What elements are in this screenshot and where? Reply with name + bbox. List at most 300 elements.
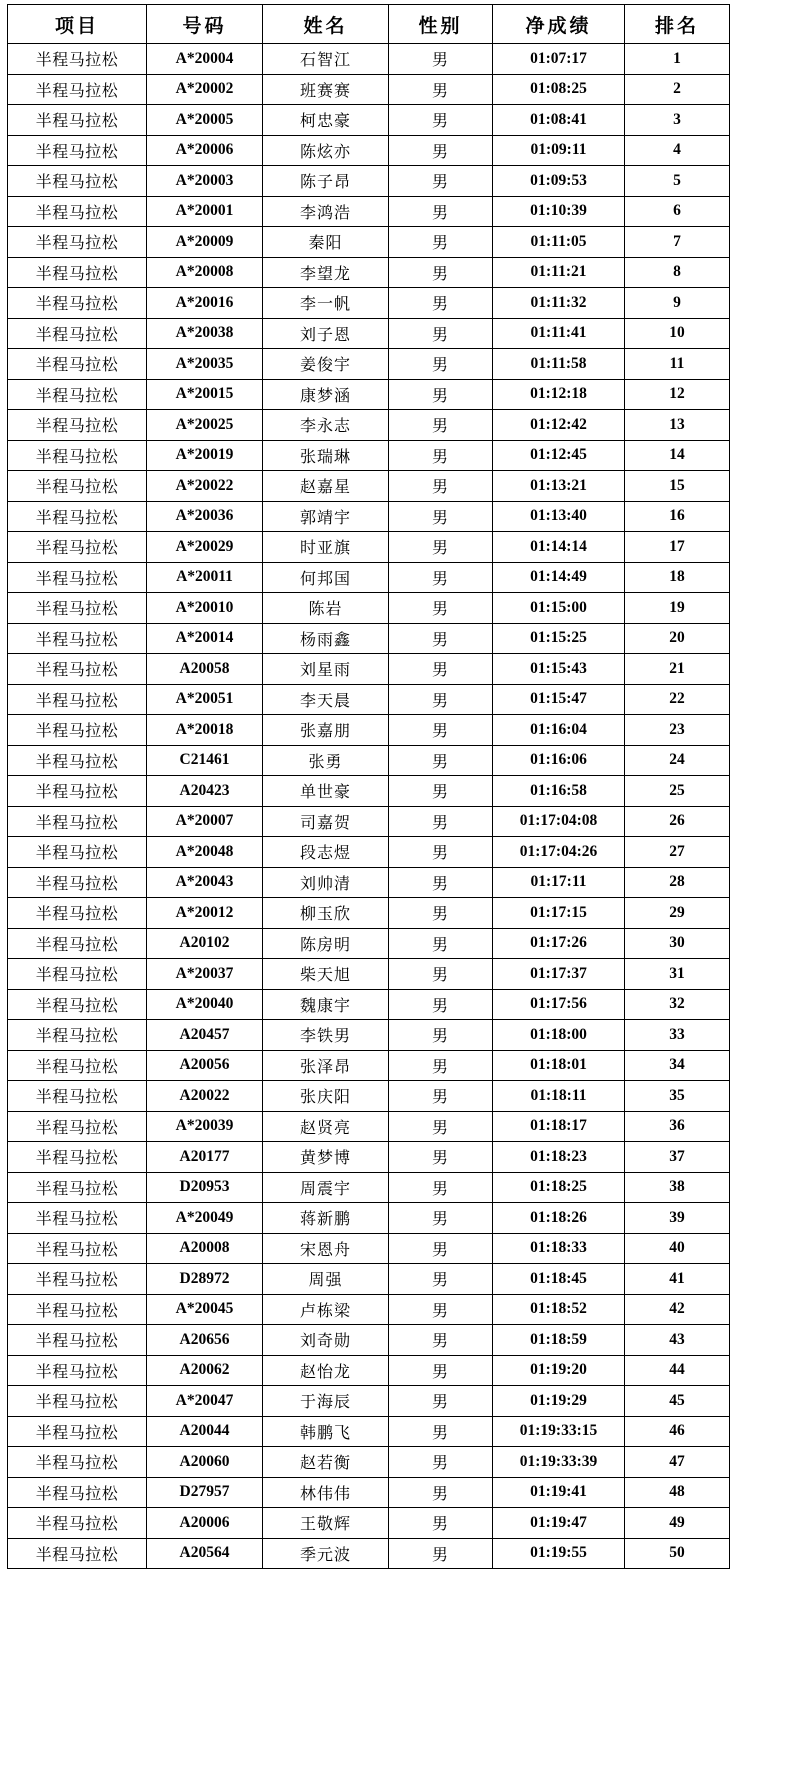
- cell-bib: C21461: [147, 745, 263, 776]
- cell-name: 周强: [263, 1264, 389, 1295]
- cell-name: 周震宇: [263, 1172, 389, 1203]
- cell-event: 半程马拉松: [8, 318, 147, 349]
- cell-bib: A*20011: [147, 562, 263, 593]
- cell-event: 半程马拉松: [8, 593, 147, 624]
- cell-bib: A20177: [147, 1142, 263, 1173]
- cell-time: 01:14:14: [493, 532, 625, 563]
- table-row: [8, 654, 730, 685]
- cell-gender: 男: [389, 867, 493, 898]
- cell-time: 01:11:21: [493, 257, 625, 288]
- cell-event: 半程马拉松: [8, 684, 147, 715]
- cell-event: 半程马拉松: [8, 1325, 147, 1356]
- cell-time: 01:18:59: [493, 1325, 625, 1356]
- cell-event: 半程马拉松: [8, 105, 147, 136]
- cell-event: 半程马拉松: [8, 1172, 147, 1203]
- cell-time: 01:16:58: [493, 776, 625, 807]
- cell-gender: 男: [389, 1233, 493, 1264]
- cell-rank: 3: [625, 105, 730, 136]
- cell-gender: 男: [389, 1508, 493, 1539]
- table-row: [8, 989, 730, 1020]
- cell-rank: 46: [625, 1416, 730, 1447]
- cell-event: 半程马拉松: [8, 1386, 147, 1417]
- cell-name: 刘帅清: [263, 867, 389, 898]
- cell-event: 半程马拉松: [8, 989, 147, 1020]
- cell-rank: 41: [625, 1264, 730, 1295]
- cell-gender: 男: [389, 776, 493, 807]
- cell-bib: A*20019: [147, 440, 263, 471]
- cell-gender: 男: [389, 135, 493, 166]
- cell-rank: 50: [625, 1538, 730, 1569]
- cell-rank: 20: [625, 623, 730, 654]
- cell-gender: 男: [389, 1203, 493, 1234]
- cell-time: 01:15:00: [493, 593, 625, 624]
- table-row: [8, 74, 730, 105]
- cell-rank: 31: [625, 959, 730, 990]
- cell-gender: 男: [389, 806, 493, 837]
- cell-bib: A20006: [147, 1508, 263, 1539]
- cell-rank: 38: [625, 1172, 730, 1203]
- table-row: [8, 715, 730, 746]
- table-row: [8, 105, 730, 136]
- cell-time: 01:15:25: [493, 623, 625, 654]
- cell-rank: 7: [625, 227, 730, 258]
- cell-bib: A*20043: [147, 867, 263, 898]
- cell-event: 半程马拉松: [8, 288, 147, 319]
- cell-time: 01:10:39: [493, 196, 625, 227]
- cell-bib: A*20004: [147, 44, 263, 75]
- cell-time: 01:18:25: [493, 1172, 625, 1203]
- cell-time: 01:17:26: [493, 928, 625, 959]
- cell-gender: 男: [389, 166, 493, 197]
- cell-event: 半程马拉松: [8, 166, 147, 197]
- cell-bib: A*20022: [147, 471, 263, 502]
- cell-bib: A20008: [147, 1233, 263, 1264]
- cell-rank: 8: [625, 257, 730, 288]
- cell-rank: 28: [625, 867, 730, 898]
- cell-name: 张嘉朋: [263, 715, 389, 746]
- table-row: [8, 501, 730, 532]
- cell-rank: 14: [625, 440, 730, 471]
- cell-event: 半程马拉松: [8, 654, 147, 685]
- cell-bib: A20457: [147, 1020, 263, 1051]
- cell-event: 半程马拉松: [8, 135, 147, 166]
- cell-bib: A*20006: [147, 135, 263, 166]
- cell-name: 时亚旗: [263, 532, 389, 563]
- cell-rank: 11: [625, 349, 730, 380]
- cell-name: 柴天旭: [263, 959, 389, 990]
- cell-name: 赵怡龙: [263, 1355, 389, 1386]
- table-row: [8, 593, 730, 624]
- cell-rank: 5: [625, 166, 730, 197]
- cell-name: 张瑞琳: [263, 440, 389, 471]
- cell-rank: 49: [625, 1508, 730, 1539]
- cell-gender: 男: [389, 532, 493, 563]
- table-row: [8, 288, 730, 319]
- cell-gender: 男: [389, 440, 493, 471]
- cell-gender: 男: [389, 1294, 493, 1325]
- table-row: [8, 898, 730, 929]
- table-row: [8, 1142, 730, 1173]
- cell-event: 半程马拉松: [8, 349, 147, 380]
- cell-time: 01:12:18: [493, 379, 625, 410]
- cell-name: 蒋新鹏: [263, 1203, 389, 1234]
- cell-name: 秦阳: [263, 227, 389, 258]
- column-header-event: 项目: [8, 5, 147, 44]
- cell-event: 半程马拉松: [8, 959, 147, 990]
- cell-bib: A*20009: [147, 227, 263, 258]
- table-row: [8, 623, 730, 654]
- cell-name: 郭靖宇: [263, 501, 389, 532]
- cell-gender: 男: [389, 196, 493, 227]
- cell-rank: 1: [625, 44, 730, 75]
- cell-time: 01:15:47: [493, 684, 625, 715]
- table-row: [8, 1325, 730, 1356]
- cell-gender: 男: [389, 44, 493, 75]
- column-header-gender: 性别: [389, 5, 493, 44]
- cell-name: 何邦国: [263, 562, 389, 593]
- cell-name: 康梦涵: [263, 379, 389, 410]
- cell-time: 01:19:20: [493, 1355, 625, 1386]
- cell-gender: 男: [389, 1386, 493, 1417]
- cell-event: 半程马拉松: [8, 1081, 147, 1112]
- cell-rank: 32: [625, 989, 730, 1020]
- cell-event: 半程马拉松: [8, 806, 147, 837]
- cell-time: 01:17:04:26: [493, 837, 625, 868]
- cell-bib: A*20049: [147, 1203, 263, 1234]
- table-row: [8, 1386, 730, 1417]
- table-row: [8, 562, 730, 593]
- cell-rank: 33: [625, 1020, 730, 1051]
- cell-event: 半程马拉松: [8, 867, 147, 898]
- cell-bib: D28972: [147, 1264, 263, 1295]
- cell-time: 01:18:17: [493, 1111, 625, 1142]
- cell-time: 01:18:23: [493, 1142, 625, 1173]
- table-row: [8, 1020, 730, 1051]
- cell-bib: A20564: [147, 1538, 263, 1569]
- cell-event: 半程马拉松: [8, 1294, 147, 1325]
- cell-time: 01:19:33:39: [493, 1447, 625, 1478]
- cell-bib: A20058: [147, 654, 263, 685]
- cell-time: 01:19:55: [493, 1538, 625, 1569]
- cell-name: 刘奇勋: [263, 1325, 389, 1356]
- cell-rank: 45: [625, 1386, 730, 1417]
- cell-time: 01:09:53: [493, 166, 625, 197]
- cell-time: 01:08:25: [493, 74, 625, 105]
- table-row: [8, 1081, 730, 1112]
- cell-bib: A*20014: [147, 623, 263, 654]
- cell-bib: A*20018: [147, 715, 263, 746]
- cell-time: 01:11:05: [493, 227, 625, 258]
- cell-bib: A20044: [147, 1416, 263, 1447]
- cell-rank: 12: [625, 379, 730, 410]
- cell-time: 01:18:00: [493, 1020, 625, 1051]
- cell-time: 01:11:58: [493, 349, 625, 380]
- cell-rank: 37: [625, 1142, 730, 1173]
- table-row: [8, 928, 730, 959]
- cell-name: 赵嘉星: [263, 471, 389, 502]
- cell-bib: A*20002: [147, 74, 263, 105]
- cell-event: 半程马拉松: [8, 379, 147, 410]
- cell-gender: 男: [389, 1325, 493, 1356]
- cell-event: 半程马拉松: [8, 1538, 147, 1569]
- cell-name: 赵若衡: [263, 1447, 389, 1478]
- cell-gender: 男: [389, 318, 493, 349]
- cell-bib: A20423: [147, 776, 263, 807]
- cell-time: 01:11:41: [493, 318, 625, 349]
- cell-rank: 30: [625, 928, 730, 959]
- cell-rank: 6: [625, 196, 730, 227]
- cell-bib: A20102: [147, 928, 263, 959]
- table-header-row: [8, 5, 730, 44]
- cell-bib: D20953: [147, 1172, 263, 1203]
- table-row: [8, 1294, 730, 1325]
- cell-time: 01:11:32: [493, 288, 625, 319]
- cell-bib: A*20040: [147, 989, 263, 1020]
- table-row: [8, 410, 730, 441]
- table-row: [8, 227, 730, 258]
- cell-gender: 男: [389, 1447, 493, 1478]
- cell-name: 李铁男: [263, 1020, 389, 1051]
- cell-name: 于海辰: [263, 1386, 389, 1417]
- cell-event: 半程马拉松: [8, 440, 147, 471]
- cell-rank: 18: [625, 562, 730, 593]
- cell-rank: 42: [625, 1294, 730, 1325]
- cell-rank: 23: [625, 715, 730, 746]
- table-row: [8, 532, 730, 563]
- cell-bib: A20060: [147, 1447, 263, 1478]
- cell-event: 半程马拉松: [8, 501, 147, 532]
- cell-name: 季元波: [263, 1538, 389, 1569]
- column-header-rank: 排名: [625, 5, 730, 44]
- cell-name: 张泽昂: [263, 1050, 389, 1081]
- cell-bib: A*20005: [147, 105, 263, 136]
- cell-bib: A*20016: [147, 288, 263, 319]
- cell-event: 半程马拉松: [8, 1050, 147, 1081]
- cell-bib: A*20037: [147, 959, 263, 990]
- table-row: [8, 1477, 730, 1508]
- cell-time: 01:17:56: [493, 989, 625, 1020]
- cell-event: 半程马拉松: [8, 257, 147, 288]
- cell-bib: A*20029: [147, 532, 263, 563]
- cell-name: 黄梦博: [263, 1142, 389, 1173]
- cell-time: 01:18:01: [493, 1050, 625, 1081]
- cell-gender: 男: [389, 288, 493, 319]
- cell-gender: 男: [389, 1111, 493, 1142]
- cell-rank: 10: [625, 318, 730, 349]
- cell-gender: 男: [389, 74, 493, 105]
- cell-bib: A*20039: [147, 1111, 263, 1142]
- table-row: [8, 318, 730, 349]
- cell-event: 半程马拉松: [8, 837, 147, 868]
- table-row: [8, 806, 730, 837]
- table-row: [8, 1447, 730, 1478]
- cell-bib: A*20051: [147, 684, 263, 715]
- cell-bib: A*20008: [147, 257, 263, 288]
- cell-event: 半程马拉松: [8, 1447, 147, 1478]
- cell-time: 01:17:04:08: [493, 806, 625, 837]
- cell-time: 01:17:15: [493, 898, 625, 929]
- table-row: [8, 684, 730, 715]
- cell-name: 韩鹏飞: [263, 1416, 389, 1447]
- cell-event: 半程马拉松: [8, 715, 147, 746]
- cell-event: 半程马拉松: [8, 410, 147, 441]
- cell-time: 01:17:37: [493, 959, 625, 990]
- table-row: [8, 1111, 730, 1142]
- cell-gender: 男: [389, 1142, 493, 1173]
- cell-time: 01:19:33:15: [493, 1416, 625, 1447]
- cell-rank: 9: [625, 288, 730, 319]
- cell-name: 李望龙: [263, 257, 389, 288]
- cell-bib: A*20012: [147, 898, 263, 929]
- cell-name: 林伟伟: [263, 1477, 389, 1508]
- cell-name: 班赛赛: [263, 74, 389, 105]
- cell-rank: 44: [625, 1355, 730, 1386]
- cell-bib: A*20010: [147, 593, 263, 624]
- table-row: [8, 1416, 730, 1447]
- table-row: [8, 1050, 730, 1081]
- cell-name: 陈子昂: [263, 166, 389, 197]
- cell-event: 半程马拉松: [8, 1477, 147, 1508]
- table-row: [8, 1172, 730, 1203]
- cell-event: 半程马拉松: [8, 74, 147, 105]
- cell-bib: A20022: [147, 1081, 263, 1112]
- cell-bib: A*20045: [147, 1294, 263, 1325]
- cell-rank: 13: [625, 410, 730, 441]
- cell-rank: 27: [625, 837, 730, 868]
- cell-gender: 男: [389, 1172, 493, 1203]
- cell-gender: 男: [389, 959, 493, 990]
- table-row: [8, 349, 730, 380]
- cell-name: 魏康宇: [263, 989, 389, 1020]
- cell-gender: 男: [389, 684, 493, 715]
- table-row: [8, 1264, 730, 1295]
- cell-rank: 22: [625, 684, 730, 715]
- cell-bib: A*20003: [147, 166, 263, 197]
- cell-event: 半程马拉松: [8, 898, 147, 929]
- cell-rank: 35: [625, 1081, 730, 1112]
- cell-rank: 47: [625, 1447, 730, 1478]
- cell-rank: 40: [625, 1233, 730, 1264]
- cell-name: 刘星雨: [263, 654, 389, 685]
- cell-name: 陈炫亦: [263, 135, 389, 166]
- table-row: [8, 837, 730, 868]
- cell-rank: 25: [625, 776, 730, 807]
- table-row: [8, 379, 730, 410]
- cell-rank: 4: [625, 135, 730, 166]
- cell-bib: A*20007: [147, 806, 263, 837]
- column-header-bib: 号码: [147, 5, 263, 44]
- table-row: [8, 867, 730, 898]
- table-row: [8, 44, 730, 75]
- cell-name: 李一帆: [263, 288, 389, 319]
- cell-rank: 19: [625, 593, 730, 624]
- table-row: [8, 166, 730, 197]
- cell-gender: 男: [389, 379, 493, 410]
- cell-name: 陈岩: [263, 593, 389, 624]
- table-row: [8, 440, 730, 471]
- cell-bib: A*20047: [147, 1386, 263, 1417]
- cell-event: 半程马拉松: [8, 532, 147, 563]
- cell-name: 李天晨: [263, 684, 389, 715]
- cell-rank: 15: [625, 471, 730, 502]
- cell-event: 半程马拉松: [8, 776, 147, 807]
- cell-name: 陈房明: [263, 928, 389, 959]
- cell-time: 01:18:11: [493, 1081, 625, 1112]
- cell-time: 01:16:06: [493, 745, 625, 776]
- column-header-time: 净成绩: [493, 5, 625, 44]
- cell-time: 01:16:04: [493, 715, 625, 746]
- race-results-table: [7, 4, 730, 1569]
- cell-gender: 男: [389, 501, 493, 532]
- cell-name: 宋恩舟: [263, 1233, 389, 1264]
- table-row: [8, 1508, 730, 1539]
- cell-time: 01:18:52: [493, 1294, 625, 1325]
- cell-rank: 21: [625, 654, 730, 685]
- cell-gender: 男: [389, 654, 493, 685]
- cell-gender: 男: [389, 227, 493, 258]
- cell-gender: 男: [389, 1538, 493, 1569]
- cell-bib: A20656: [147, 1325, 263, 1356]
- cell-event: 半程马拉松: [8, 562, 147, 593]
- cell-bib: A*20035: [147, 349, 263, 380]
- table-body: [8, 44, 730, 1569]
- cell-event: 半程马拉松: [8, 44, 147, 75]
- cell-time: 01:09:11: [493, 135, 625, 166]
- cell-gender: 男: [389, 1264, 493, 1295]
- cell-rank: 34: [625, 1050, 730, 1081]
- cell-event: 半程马拉松: [8, 1416, 147, 1447]
- cell-time: 01:12:42: [493, 410, 625, 441]
- cell-name: 杨雨鑫: [263, 623, 389, 654]
- cell-gender: 男: [389, 1050, 493, 1081]
- cell-event: 半程马拉松: [8, 928, 147, 959]
- cell-name: 司嘉贺: [263, 806, 389, 837]
- cell-rank: 29: [625, 898, 730, 929]
- cell-rank: 24: [625, 745, 730, 776]
- cell-name: 卢栋梁: [263, 1294, 389, 1325]
- cell-bib: A*20036: [147, 501, 263, 532]
- table-row: [8, 1355, 730, 1386]
- cell-event: 半程马拉松: [8, 1264, 147, 1295]
- cell-name: 张勇: [263, 745, 389, 776]
- cell-event: 半程马拉松: [8, 1233, 147, 1264]
- cell-gender: 男: [389, 623, 493, 654]
- cell-name: 李鸿浩: [263, 196, 389, 227]
- table-row: [8, 471, 730, 502]
- cell-gender: 男: [389, 1477, 493, 1508]
- table-row: [8, 1233, 730, 1264]
- cell-gender: 男: [389, 1416, 493, 1447]
- cell-time: 01:19:41: [493, 1477, 625, 1508]
- table-row: [8, 1538, 730, 1569]
- cell-gender: 男: [389, 1081, 493, 1112]
- cell-name: 姜俊宇: [263, 349, 389, 380]
- cell-event: 半程马拉松: [8, 1355, 147, 1386]
- cell-event: 半程马拉松: [8, 196, 147, 227]
- cell-time: 01:17:11: [493, 867, 625, 898]
- column-header-name: 姓名: [263, 5, 389, 44]
- cell-bib: A*20015: [147, 379, 263, 410]
- cell-time: 01:19:47: [493, 1508, 625, 1539]
- cell-bib: A20056: [147, 1050, 263, 1081]
- cell-rank: 16: [625, 501, 730, 532]
- cell-gender: 男: [389, 562, 493, 593]
- cell-gender: 男: [389, 471, 493, 502]
- cell-gender: 男: [389, 349, 493, 380]
- cell-time: 01:18:33: [493, 1233, 625, 1264]
- cell-gender: 男: [389, 928, 493, 959]
- cell-name: 柯忠豪: [263, 105, 389, 136]
